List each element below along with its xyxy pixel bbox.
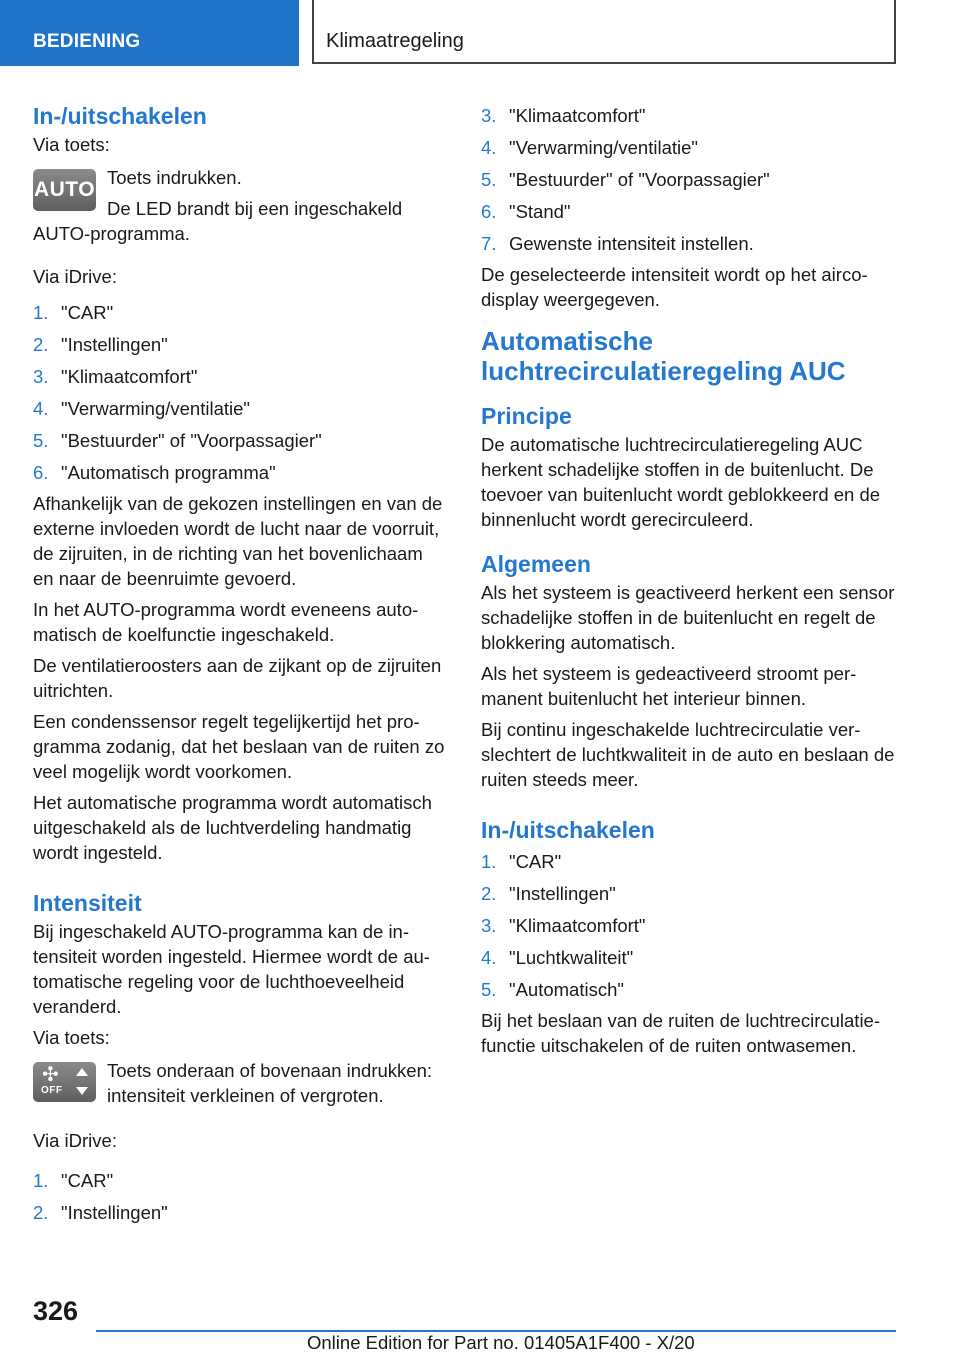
- fan-button-text: Toets onderaan of bovenaan indrukken: intensiteit verkleinen of vergroten.: [107, 1060, 433, 1106]
- list-item: [33, 1165, 448, 1197]
- step-text: "Instellingen": [61, 334, 168, 355]
- list-item: [481, 100, 896, 132]
- intensity-heading: Intensiteit: [33, 890, 142, 916]
- list-item: [33, 329, 448, 361]
- auto-button-block: [33, 165, 448, 246]
- airflow-paragraph: Afhankelijk van de gekozen instellingen en van de externe invloeden wordt de lucht naar de voorruit, de zijruiten, in de richting van het bovenlichaam en naar de beenruimte gevoerd.: [33, 493, 443, 589]
- step-text: "Bestuurder" of "Voorpassagier": [61, 430, 322, 451]
- step-number: 2.: [481, 883, 497, 904]
- list-item: [481, 878, 896, 910]
- edition-note: Online Edition for Part no. 01405A1F400 - X/20: [307, 1332, 695, 1353]
- step-number: 1.: [481, 851, 497, 872]
- list-item: [481, 228, 896, 260]
- fan-button-block: [33, 1058, 448, 1128]
- step-text: "CAR": [509, 851, 562, 872]
- step-number: 5.: [481, 979, 497, 1000]
- step-number: 7.: [481, 233, 497, 254]
- list-item: [481, 846, 896, 878]
- principle-heading: Principe: [481, 403, 572, 429]
- section-tab: BEDIENING: [0, 0, 299, 66]
- page-header: [0, 0, 960, 66]
- idrive-steps-intensity-cont: [481, 100, 896, 260]
- idrive-steps-auto: [33, 297, 448, 489]
- via-idrive-label: Via iDrive:: [33, 266, 117, 287]
- step-number: 6.: [33, 462, 49, 483]
- step-text: "Klimaatcomfort": [509, 915, 646, 936]
- step-text: "Klimaatcomfort": [509, 105, 646, 126]
- list-item: [33, 425, 448, 457]
- list-item: [481, 910, 896, 942]
- step-number: 3.: [481, 915, 497, 936]
- fan-button-icon: [33, 1062, 96, 1102]
- step-number: 1.: [33, 302, 49, 323]
- list-item: [33, 457, 448, 489]
- auto-led-span: De LED brandt bij een ingeschakeld AUTO-programma.: [33, 198, 403, 244]
- page-number: 326: [33, 1296, 79, 1326]
- final-paragraph: Bij het beslaan van de ruiten de luchtrecirculatiefunctie uitschakelen of de ruiten ontwasemen.: [481, 1010, 881, 1056]
- intensity-paragraph: Bij ingeschakeld AUTO-programma kan de intensiteit worden ingesteld. Hiermee wordt de automatische regeling voor de luchthoeveelheid veranderd.: [33, 921, 430, 1017]
- list-item: [481, 132, 896, 164]
- step-text: "Bestuurder" of "Voorpassagier": [509, 169, 770, 190]
- idrive-steps-intensity: [33, 1165, 448, 1229]
- decrease-arrow-icon: [76, 1087, 88, 1095]
- list-item: [481, 974, 896, 1006]
- onoff-heading-2: In-/uitschakelen: [481, 817, 655, 843]
- step-text: "Automatisch programma": [61, 462, 276, 483]
- intensity-result-paragraph: De geselecteerde intensiteit wordt op het aircodisplay weergegeven.: [481, 264, 868, 310]
- list-item: [481, 196, 896, 228]
- list-item: [33, 361, 448, 393]
- step-text: Gewenste intensiteit instellen.: [509, 233, 754, 254]
- general-paragraph-2: Als het systeem is gedeactiveerd stroomt permanent buitenlucht het interieur binnen.: [481, 663, 857, 709]
- auto-off-paragraph: Het automatische programma wordt automatisch uitgeschakeld als de luchtverdeling handmatig wordt ingesteld.: [33, 792, 432, 863]
- vents-paragraph: De ventilatieroosters aan de zijkant op de zijruiten uitrichten.: [33, 655, 442, 701]
- general-paragraph-1: Als het systeem is geactiveerd herkent een sensor schadelijke stoffen in de buitenlucht en regelt de blokkering automatisch.: [481, 582, 895, 653]
- general-heading: Algemeen: [481, 551, 591, 577]
- step-text: "Klimaatcomfort": [61, 366, 198, 387]
- step-number: 1.: [33, 1170, 49, 1191]
- general-paragraph-3: Bij continu ingeschakelde luchtrecirculatie verslechtert de luchtkwaliteit in de auto en beslaan de ruiten steeds meer.: [481, 719, 895, 790]
- auto-press-text: Toets indrukken.: [107, 167, 242, 188]
- list-item: [33, 1197, 448, 1229]
- auc-heading: Automatische luchtrecirculatieregeling AUC: [481, 326, 846, 386]
- list-item: [33, 297, 448, 329]
- step-number: 4.: [481, 947, 497, 968]
- step-number: 5.: [33, 430, 49, 451]
- step-text: "CAR": [61, 1170, 114, 1191]
- condensation-paragraph: Een condenssensor regelt tegelijkertijd het programma zodanig, dat het beslaan van de ruiten zo veel mogelijk wordt voorkomen.: [33, 711, 445, 782]
- fan-off-label: OFF: [41, 1085, 63, 1096]
- list-item: [481, 164, 896, 196]
- list-item: [481, 942, 896, 974]
- via-idrive-label-2: Via iDrive:: [33, 1130, 117, 1151]
- via-button-label: Via toets:: [33, 134, 110, 155]
- via-button-label-2: Via toets:: [33, 1027, 110, 1048]
- step-number: 2.: [33, 1202, 49, 1223]
- onoff-heading: In-/uitschakelen: [33, 103, 207, 129]
- step-text: "Stand": [509, 201, 571, 222]
- step-number: 4.: [33, 398, 49, 419]
- right-column: [481, 100, 896, 1064]
- step-number: 3.: [481, 105, 497, 126]
- list-item: [33, 393, 448, 425]
- chapter-title: Klimaatregeling: [312, 0, 896, 64]
- step-text: "Verwarming/ventilatie": [509, 137, 698, 158]
- step-text: "CAR": [61, 302, 114, 323]
- fan-icon: ✣: [42, 1064, 60, 1086]
- step-text: "Automatisch": [509, 979, 624, 1000]
- auto-cooling-paragraph: In het AUTO-programma wordt eveneens automatisch de koelfunctie ingeschakeld.: [33, 599, 419, 645]
- increase-arrow-icon: [76, 1068, 88, 1076]
- step-number: 5.: [481, 169, 497, 190]
- step-text: "Luchtkwaliteit": [509, 947, 634, 968]
- step-text: "Instellingen": [509, 883, 616, 904]
- step-number: 3.: [33, 366, 49, 387]
- idrive-steps-auc: [481, 846, 896, 1006]
- step-number: 2.: [33, 334, 49, 355]
- step-number: 4.: [481, 137, 497, 158]
- auto-button-icon: AUTO: [33, 169, 96, 211]
- principle-paragraph: De automatische luchtrecirculatieregeling AUC herkent schadelijke stoffen in de buitenlucht. De toevoer van buitenlucht wordt geblokkeerd en de binnenlucht wordt gerecirculeerd.: [481, 434, 881, 530]
- step-text: "Verwarming/ventilatie": [61, 398, 250, 419]
- step-number: 6.: [481, 201, 497, 222]
- left-column: [33, 100, 448, 1229]
- step-text: "Instellingen": [61, 1202, 168, 1223]
